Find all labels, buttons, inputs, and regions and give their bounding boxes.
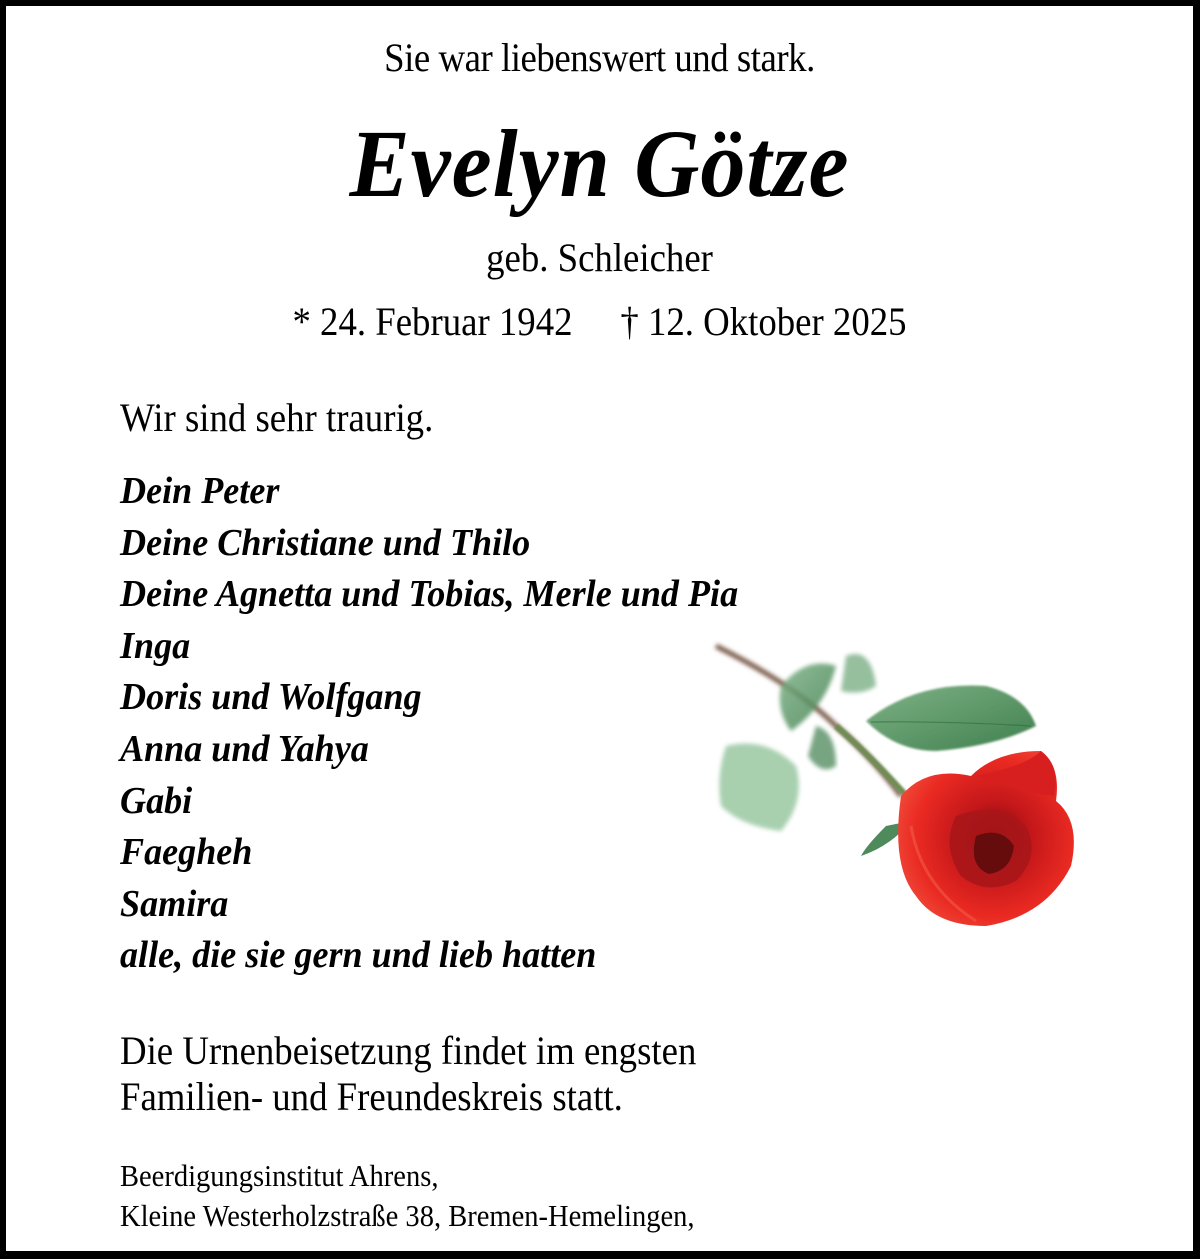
mourner: Gabi (120, 779, 193, 822)
grief-line: Wir sind sehr traurig. (120, 395, 434, 440)
mourner: Anna und Yahya (120, 727, 369, 770)
motto: Sie war liebenswert und stark. (384, 35, 815, 80)
mourner: Deine Christiane und Thilo (120, 521, 531, 564)
undertaker-info (120, 1156, 695, 1236)
mourner: Doris und Wolfgang (120, 676, 422, 719)
burial-info (120, 1028, 696, 1120)
mourner: Inga (120, 624, 191, 667)
undertaker-name: Beerdigungsinstitut Ahrens, (120, 1158, 439, 1193)
burial-info-line: Die Urnenbeisetzung findet im engsten (120, 1028, 697, 1073)
mourner: alle, die sie gern und lieb hatten (120, 934, 597, 977)
mourner: Faegheh (120, 831, 253, 874)
undertaker-address: Kleine Westerholzstraße 38, Bremen-Hemelingen, (120, 1198, 695, 1233)
deceased-name: Evelyn Götze (349, 110, 850, 217)
mourner: Dein Peter (120, 470, 280, 512)
birth-name: geb. Schleicher (486, 235, 713, 280)
life-dates (53, 298, 1145, 345)
burial-info-line: Familien- und Freundeskreis statt. (120, 1074, 623, 1119)
mourner: Deine Agnetta und Tobias, Merle und Pia (120, 573, 739, 616)
red-rose-icon (696, 626, 1096, 936)
death-date: † 12. Oktober 2025 (620, 299, 907, 344)
mourner: Samira (120, 882, 229, 925)
birth-date: * 24. Februar 1942 (292, 299, 573, 344)
mourners-list (120, 466, 771, 982)
